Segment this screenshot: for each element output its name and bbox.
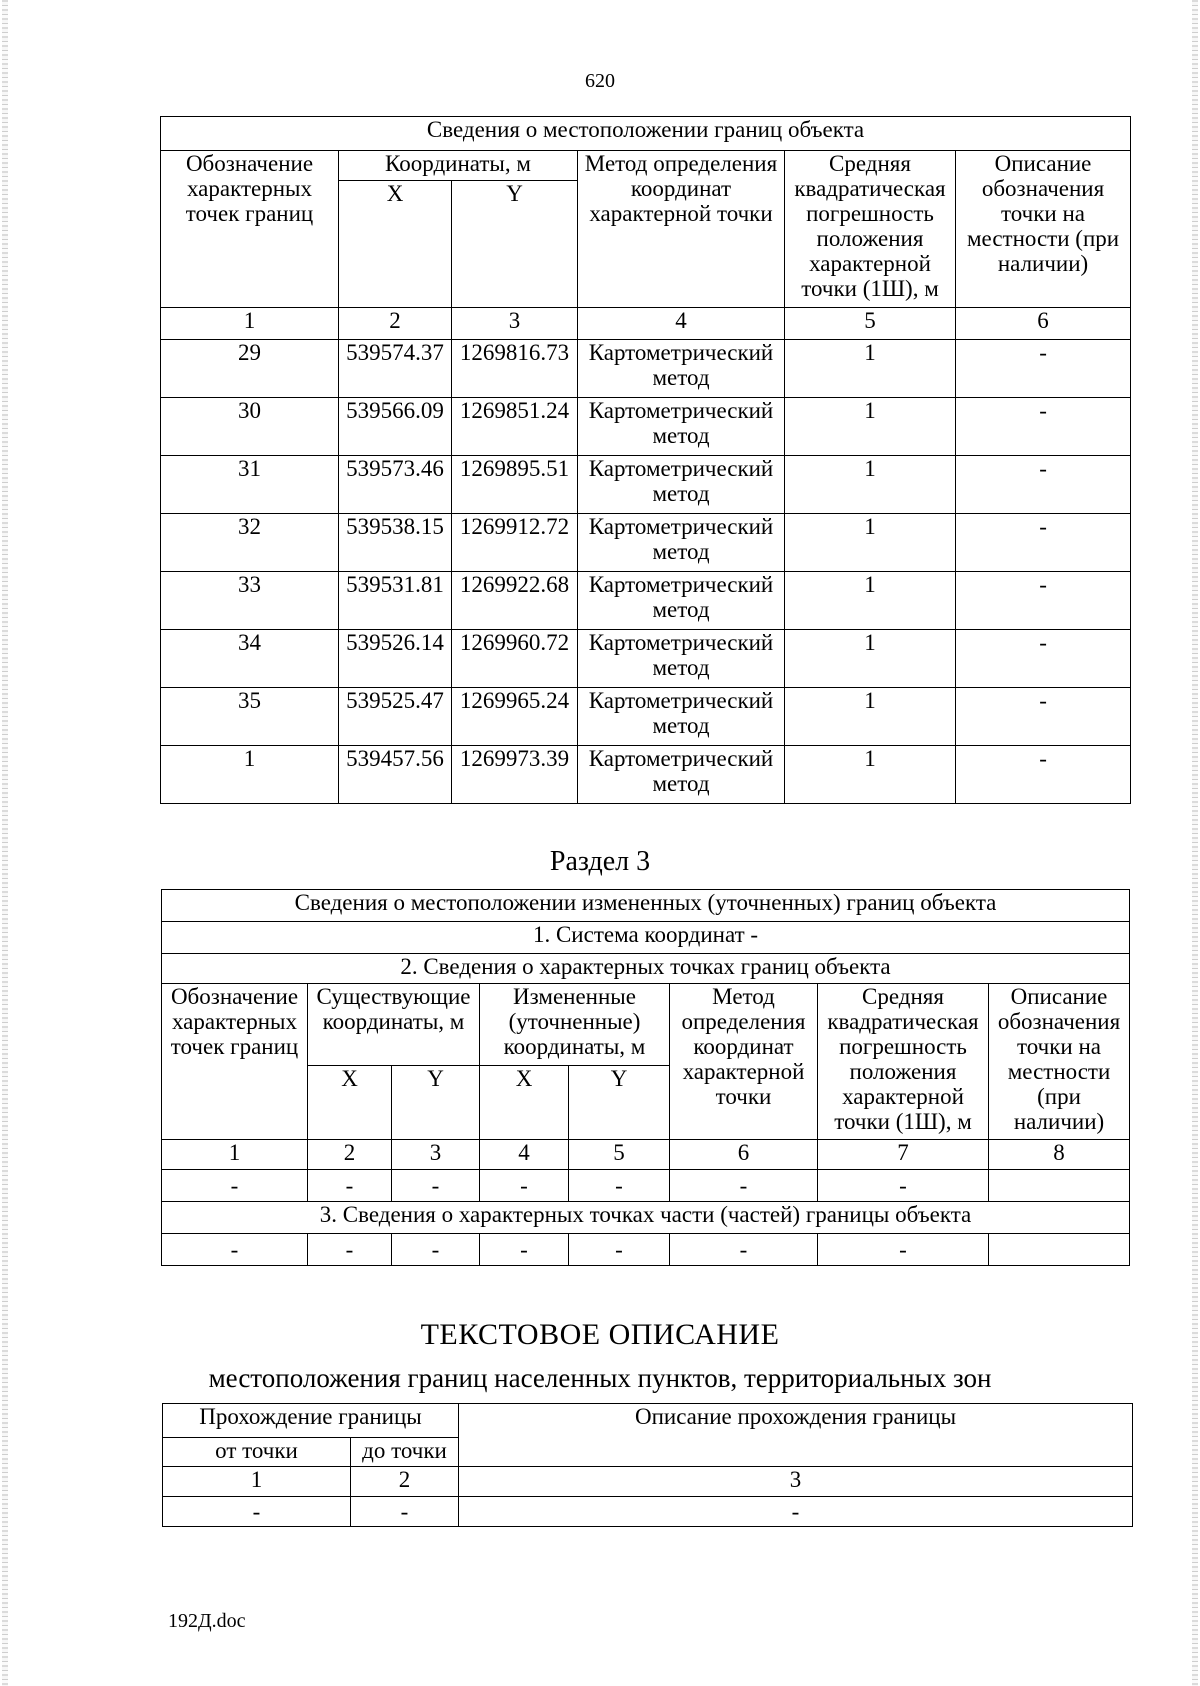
column-number: 8 xyxy=(989,1140,1130,1170)
header-error: Средняя квадратическая погрешность положения характерной точки (1Ш), м xyxy=(818,984,989,1140)
cell-y: 1269895.51 xyxy=(452,456,578,514)
column-number: 2 xyxy=(351,1467,459,1497)
table-row xyxy=(161,514,1131,572)
cell-changed-y: - xyxy=(569,1234,670,1266)
cell-method: Картометрический метод xyxy=(578,398,785,456)
cell-x: 539573.46 xyxy=(339,456,452,514)
cell-method: Картометрический метод xyxy=(578,572,785,630)
table-row xyxy=(161,456,1131,514)
column-number: 5 xyxy=(569,1140,670,1170)
cell-changed-x: - xyxy=(480,1170,569,1202)
section-heading: Раздел 3 xyxy=(549,846,651,877)
header-passage: Прохождение границы xyxy=(163,1404,459,1438)
table-title: Сведения о местоположении измененных (уточненных) границ объекта xyxy=(162,890,1130,922)
cell-error: 1 xyxy=(785,514,956,572)
cell-point: 30 xyxy=(161,398,339,456)
cell-to-point: - xyxy=(351,1497,459,1527)
coord-system: 1. Система координат - xyxy=(162,922,1130,954)
cell-description xyxy=(989,1170,1130,1202)
table-row xyxy=(161,630,1131,688)
table-row xyxy=(161,572,1131,630)
header-x: X xyxy=(339,181,452,308)
cell-from-point: - xyxy=(163,1497,351,1527)
cell-description: - xyxy=(956,572,1131,630)
header-changed-coords: Измененные (уточненные) координаты, м xyxy=(480,984,670,1066)
changed-boundaries-table xyxy=(161,889,1130,1266)
cell-method: - xyxy=(670,1234,818,1266)
cell-point: 34 xyxy=(161,630,339,688)
cell-y: 1269851.24 xyxy=(452,398,578,456)
header-description: Описание обозначения точки на местности (при наличии) xyxy=(989,984,1130,1140)
header-passage-description: Описание прохождения границы xyxy=(459,1404,1133,1467)
cell-method: Картометрический метод xyxy=(578,514,785,572)
header-coords: Координаты, м xyxy=(339,151,578,181)
table-row xyxy=(161,340,1131,398)
cell-point: 29 xyxy=(161,340,339,398)
cell-error: 1 xyxy=(785,572,956,630)
table-row xyxy=(161,688,1131,746)
cell-description: - xyxy=(956,688,1131,746)
cell-passage-description: - xyxy=(459,1497,1133,1527)
text-description-heading: ТЕКСТОВОЕ ОПИСАНИЕ xyxy=(420,1318,780,1351)
header-description: Описание обозначения точки на местности (при наличии) xyxy=(956,151,1131,308)
parts-title: 3. Сведения о характерных точках части (частей) границы объекта xyxy=(162,1202,1130,1234)
cell-y: 1269965.24 xyxy=(452,688,578,746)
header-method: Метод определения координат характерной точки xyxy=(670,984,818,1140)
cell-error: 1 xyxy=(785,456,956,514)
cell-error: 1 xyxy=(785,340,956,398)
header-error: Средняя квадратическая погрешность положения характерной точки (1Ш), м xyxy=(785,151,956,308)
page-number: 620 xyxy=(585,70,615,92)
points-title: 2. Сведения о характерных точках границ объекта xyxy=(162,954,1130,984)
cell-description: - xyxy=(956,398,1131,456)
cell-changed-x: - xyxy=(480,1234,569,1266)
boundary-location-table xyxy=(160,116,1131,804)
column-number: 5 xyxy=(785,308,956,340)
column-numbers-row xyxy=(162,1140,1130,1170)
column-number: 2 xyxy=(339,308,452,340)
cell-point: 32 xyxy=(161,514,339,572)
header-existing-x: X xyxy=(308,1066,392,1140)
header-changed-y: Y xyxy=(569,1066,670,1140)
table-title: Сведения о местоположении границ объекта xyxy=(161,117,1131,151)
table-row xyxy=(162,1234,1130,1266)
cell-point: 35 xyxy=(161,688,339,746)
cell-point: - xyxy=(162,1234,308,1266)
cell-description xyxy=(989,1234,1130,1266)
cell-point: 33 xyxy=(161,572,339,630)
cell-existing-x: - xyxy=(308,1170,392,1202)
boundary-passage-table xyxy=(162,1403,1133,1527)
cell-error: 1 xyxy=(785,688,956,746)
cell-point: - xyxy=(162,1170,308,1202)
column-number: 4 xyxy=(578,308,785,340)
header-existing-y: Y xyxy=(392,1066,480,1140)
cell-error: - xyxy=(818,1234,989,1266)
column-numbers-row xyxy=(161,308,1131,340)
cell-existing-y: - xyxy=(392,1234,480,1266)
cell-x: 539574.37 xyxy=(339,340,452,398)
header-point: Обозначение характерных точек границ xyxy=(161,151,339,308)
cell-error: 1 xyxy=(785,746,956,804)
cell-x: 539531.81 xyxy=(339,572,452,630)
column-numbers-row xyxy=(163,1467,1133,1497)
cell-point: 31 xyxy=(161,456,339,514)
cell-method: Картометрический метод xyxy=(578,746,785,804)
column-number: 2 xyxy=(308,1140,392,1170)
cell-method: - xyxy=(670,1170,818,1202)
table-row xyxy=(161,746,1131,804)
cell-error: - xyxy=(818,1170,989,1202)
cell-method: Картометрический метод xyxy=(578,630,785,688)
header-point: Обозначение характерных точек границ xyxy=(162,984,308,1140)
column-number: 6 xyxy=(670,1140,818,1170)
column-number: 4 xyxy=(480,1140,569,1170)
cell-y: 1269973.39 xyxy=(452,746,578,804)
column-number: 6 xyxy=(956,308,1131,340)
cell-method: Картометрический метод xyxy=(578,688,785,746)
table-row xyxy=(163,1497,1133,1527)
cell-y: 1269922.68 xyxy=(452,572,578,630)
column-number: 1 xyxy=(162,1140,308,1170)
cell-method: Картометрический метод xyxy=(578,340,785,398)
cell-y: 1269912.72 xyxy=(452,514,578,572)
column-number: 7 xyxy=(818,1140,989,1170)
cell-method: Картометрический метод xyxy=(578,456,785,514)
cell-x: 539526.14 xyxy=(339,630,452,688)
cell-existing-y: - xyxy=(392,1170,480,1202)
cell-x: 539525.47 xyxy=(339,688,452,746)
cell-description: - xyxy=(956,514,1131,572)
cell-point: 1 xyxy=(161,746,339,804)
header-changed-x: X xyxy=(480,1066,569,1140)
cell-description: - xyxy=(956,630,1131,688)
table-row xyxy=(162,1170,1130,1202)
cell-x: 539538.15 xyxy=(339,514,452,572)
scan-edge-right xyxy=(1192,0,1198,1686)
header-to-point: до точки xyxy=(351,1438,459,1467)
cell-description: - xyxy=(956,456,1131,514)
footer-filename: 192Д.doc xyxy=(168,1610,246,1632)
column-number: 3 xyxy=(459,1467,1133,1497)
header-existing-coords: Существующие координаты, м xyxy=(308,984,480,1066)
table-row xyxy=(161,398,1131,456)
cell-y: 1269816.73 xyxy=(452,340,578,398)
cell-x: 539457.56 xyxy=(339,746,452,804)
cell-error: 1 xyxy=(785,398,956,456)
column-number: 3 xyxy=(392,1140,480,1170)
cell-existing-x: - xyxy=(308,1234,392,1266)
column-number: 1 xyxy=(163,1467,351,1497)
column-number: 3 xyxy=(452,308,578,340)
text-description-subheading: местоположения границ населенных пунктов, территориальных зон xyxy=(208,1363,992,1393)
cell-description: - xyxy=(956,746,1131,804)
cell-x: 539566.09 xyxy=(339,398,452,456)
scan-edge-left xyxy=(2,0,8,1686)
cell-changed-y: - xyxy=(569,1170,670,1202)
header-method: Метод определения координат характерной точки xyxy=(578,151,785,308)
cell-error: 1 xyxy=(785,630,956,688)
cell-description: - xyxy=(956,340,1131,398)
cell-y: 1269960.72 xyxy=(452,630,578,688)
header-from-point: от точки xyxy=(163,1438,351,1467)
header-y: Y xyxy=(452,181,578,308)
column-number: 1 xyxy=(161,308,339,340)
